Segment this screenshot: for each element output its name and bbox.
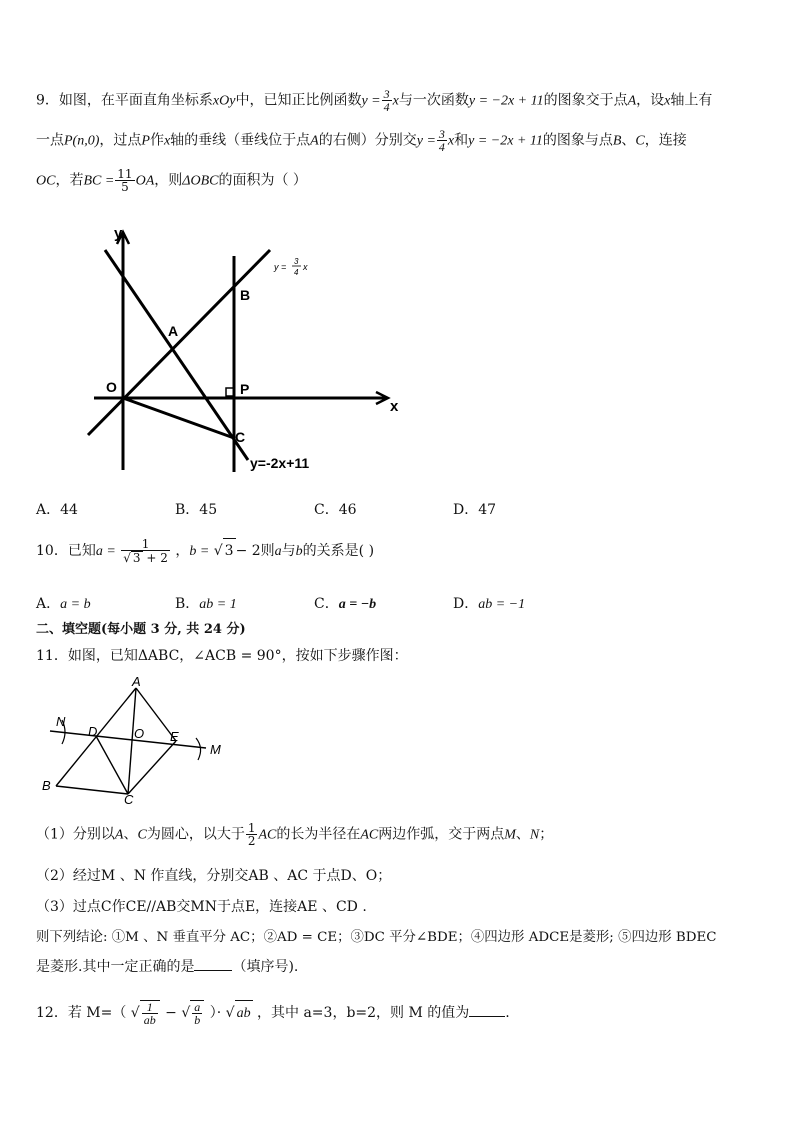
q11-step1 — [36, 822, 553, 848]
q12-text: 12．若 M=（ — [36, 1005, 127, 1021]
q11-var: AC — [258, 827, 277, 843]
q10-text: 与 — [281, 543, 296, 559]
fraction-3-4: $\frac{3}{4}$ — [383, 87, 390, 114]
section-heading: 二、填空题(每小题 3 分, 共 24 分) — [36, 622, 246, 637]
q9-text: 、 — [621, 132, 636, 149]
q9-text: ，过点 — [99, 132, 142, 149]
q9-option-a[interactable]: A．44 — [36, 502, 78, 518]
segment-bc — [56, 786, 128, 794]
q12-text: − — [165, 1005, 177, 1021]
q9-text: 的图象交于点 — [543, 92, 628, 109]
line-y-3-4x — [88, 250, 270, 435]
q12-rad1: $\frac{1}{ab}$ — [140, 1000, 160, 1026]
q9-text: ，若 — [55, 172, 84, 189]
sqrt-sign: √ — [225, 1005, 235, 1021]
q9-text: ，则 — [154, 172, 183, 189]
label-c: C — [235, 429, 246, 445]
q10-var: a = — [95, 544, 116, 559]
label-line1-num: 3 — [294, 257, 299, 266]
q9-var: x — [392, 93, 399, 109]
q9-text: 的面积为（ ） — [218, 172, 307, 189]
q10-fraction: $\frac{1}{√ 3 + 2}$ — [123, 537, 168, 565]
q10-option-b[interactable]: B．ab = 1 — [175, 596, 237, 612]
q9-fn2: y = −2x + 11 — [468, 93, 544, 109]
q11-text: 的长为半径在 — [276, 826, 361, 843]
sqrt-sign: √ — [213, 543, 223, 559]
fraction-3-4: $\frac{3}{4}$ — [438, 127, 445, 154]
label-o: O — [106, 379, 117, 395]
q11-text: 两边作弧，交于两点 — [378, 826, 505, 843]
q12-text: . — [505, 1005, 510, 1021]
q9-text: 轴的垂线（垂线位于点 — [170, 132, 311, 149]
sqrt-sign: √ — [130, 1005, 140, 1021]
q9-var: OA — [135, 173, 155, 189]
q10-var: b — [295, 544, 303, 559]
q12-text: ，其中 a=3，b=2，则 M 的值为 — [257, 1005, 470, 1021]
q12-stem — [36, 1000, 510, 1027]
q11-stem: 11．如图，已知ΔABC，∠ACB = 90°，按如下步骤作图： — [36, 648, 408, 664]
sqrt-sign: √ — [181, 1005, 191, 1021]
q9-var: x — [664, 93, 671, 109]
q10-text: − 2 — [235, 543, 261, 559]
label-x: x — [390, 398, 399, 415]
q9-var: x — [447, 133, 455, 149]
label-o: O — [134, 726, 145, 741]
label-a: A — [132, 676, 141, 689]
q9-var: ΔOBC — [182, 173, 219, 189]
q9-var: OC — [36, 173, 56, 189]
label-p: P — [240, 381, 250, 397]
q9-text: 和 — [454, 132, 469, 149]
q11-step2: （2）经过M 、N 作直线，分别交AB 、AC 于点D、O； — [36, 868, 392, 884]
q10-text: 则 — [260, 543, 275, 559]
q12-rad2: $\frac{a}{b}$ — [190, 1000, 204, 1026]
line-y-neg2x-11 — [105, 250, 251, 460]
segment-oc — [123, 398, 234, 438]
q9-line3 — [36, 168, 307, 193]
q9-text: 中，已知正比例函数 — [235, 92, 362, 109]
label-n: N — [56, 714, 66, 729]
label-a: A — [168, 323, 179, 339]
q9-text: 9．如图，在平面直角坐标系 — [36, 92, 213, 109]
answer-blank[interactable] — [194, 970, 232, 971]
q11-conclusion: 则下列结论: ①M 、N 垂直平分 AC；②AD = CE；③DC 平分∠BDE；④四边形 ADCE是菱形; ⑤四边形 BDEC — [36, 930, 717, 945]
q9-var: y = — [416, 133, 436, 149]
q9-option-c[interactable]: C．46 — [314, 502, 357, 518]
q9-var: P — [141, 133, 150, 149]
q11-conclusion-2 — [36, 956, 298, 976]
q9-var: P(n,0) — [64, 133, 100, 149]
q12-rad3: ab — [235, 1000, 253, 1027]
q11-text: （填序号). — [232, 959, 299, 975]
q9-text: ，连接 — [644, 132, 687, 149]
answer-blank[interactable] — [469, 1016, 505, 1017]
q10-radicand: 3 — [223, 538, 236, 563]
q9-var: x — [163, 133, 171, 149]
q9-option-d[interactable]: D．47 — [453, 502, 497, 518]
q9-var: y = — [361, 93, 381, 109]
label-line1-den: 4 — [294, 268, 299, 277]
q11-text: 、 — [123, 826, 138, 843]
q9-figure — [80, 220, 420, 480]
q11-var: N — [529, 827, 540, 843]
q9-text: 一点 — [36, 132, 64, 149]
segment-ac — [128, 688, 136, 794]
q9-fn2: y = −2x + 11 — [468, 133, 543, 149]
label-y: y — [114, 225, 123, 242]
q9-var: A — [310, 133, 319, 149]
q11-var: M — [504, 827, 516, 843]
q9-var: A — [627, 93, 637, 109]
q11-text: （1）分别以 — [36, 826, 115, 843]
q10-text: 10．已知 — [36, 543, 96, 559]
label-line1-x: x — [303, 262, 308, 272]
q11-var: C — [137, 827, 147, 843]
q10-text: ， — [175, 543, 190, 559]
label-c: C — [124, 792, 134, 806]
segment-dc — [96, 736, 128, 794]
line-mn — [50, 731, 206, 748]
q10-option-a[interactable]: A．a = b — [36, 596, 91, 612]
q9-text: 与一次函数 — [398, 92, 469, 109]
label-b: B — [42, 778, 51, 793]
q10-var: a — [274, 544, 282, 559]
label-d: D — [88, 724, 98, 739]
q11-text: 是菱形.其中一定正确的是 — [36, 959, 195, 975]
q10-text: 的关系是( ) — [302, 543, 375, 559]
arc-m — [196, 738, 201, 760]
q9-line1 — [36, 88, 712, 113]
q9-text: 的右侧）分别交 — [318, 132, 417, 149]
q11-var: AC — [360, 827, 379, 843]
label-e: E — [170, 729, 179, 744]
q10-option-c[interactable]: C．a = −b — [314, 596, 377, 612]
q9-option-b[interactable]: B．45 — [175, 502, 218, 518]
label-b: B — [240, 287, 251, 303]
q11-text: ； — [539, 826, 554, 843]
q9-var: B — [612, 133, 622, 149]
q9-text: 作 — [149, 132, 164, 149]
q11-text: 、 — [515, 826, 530, 843]
q9-var: C — [635, 133, 645, 149]
q11-text: 为圆心，以大于 — [146, 826, 245, 843]
q9-line2 — [36, 128, 687, 153]
label-line1-y: y = — [274, 262, 287, 272]
q9-var: xOy — [212, 93, 236, 109]
q10-option-d[interactable]: D．ab = −1 — [453, 596, 526, 612]
q11-step3: （3）过点C作CE//AB交MN于点E，连接AE 、CD . — [36, 899, 367, 915]
fraction-1-2: $\frac{1}{2}$ — [247, 821, 256, 848]
q11-var: A — [114, 827, 124, 843]
fraction-11-5: $\frac{11}{5}$ — [117, 167, 133, 194]
label-m: M — [210, 742, 221, 757]
q10-var: b = — [189, 544, 210, 559]
label-line2: y=-2x+11 — [250, 455, 310, 471]
q9-var: BC = — [83, 173, 115, 189]
q10-stem — [36, 538, 374, 564]
q9-text: ，设 — [636, 92, 665, 109]
q9-text: 的图象与点 — [542, 132, 613, 149]
q9-text: 轴上有 — [670, 92, 713, 109]
q12-text: ）· — [209, 1005, 222, 1021]
segment-ce — [128, 741, 176, 794]
q11-figure — [36, 676, 236, 806]
